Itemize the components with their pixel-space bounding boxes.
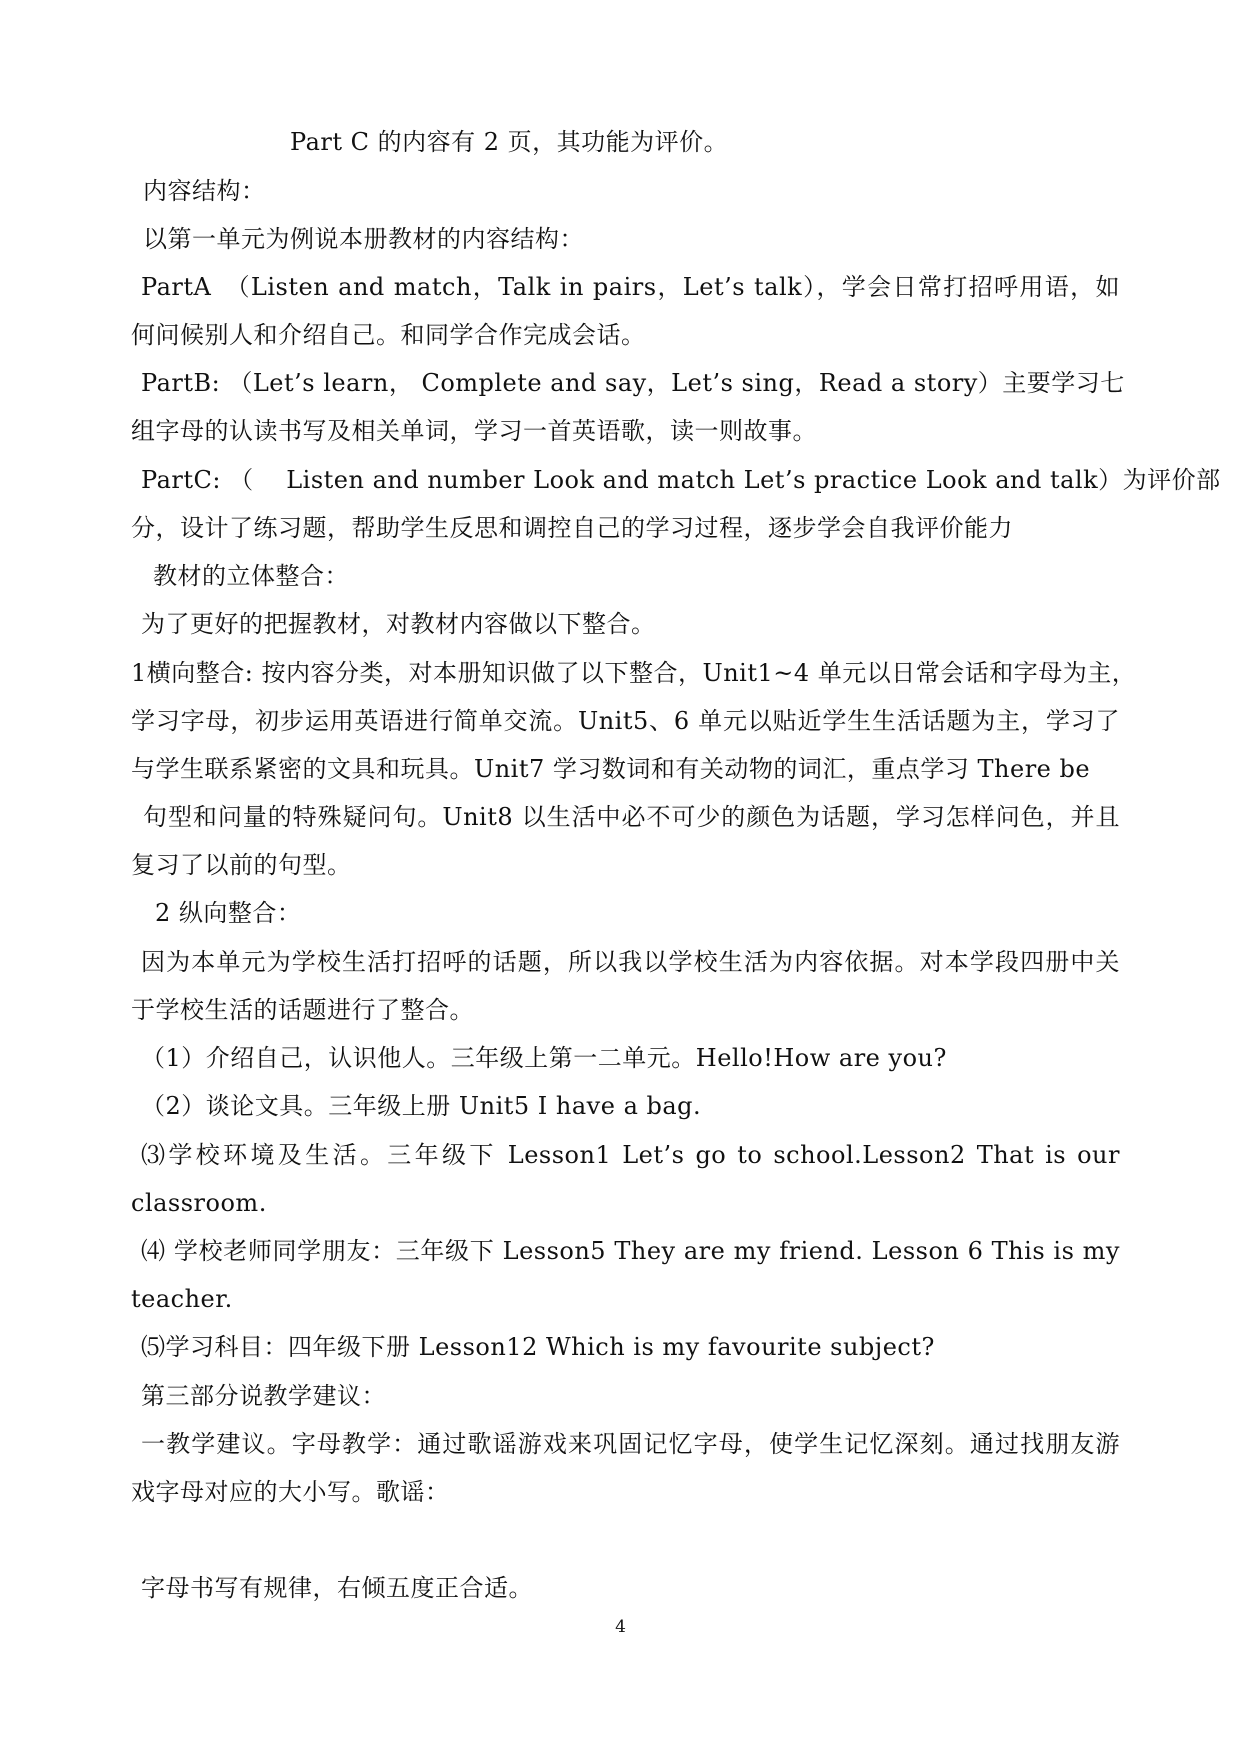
list-item: ⑷ 学校老师同学朋友：三年级下 Lesson5 They are my friend. Lesson 6 This is my [141, 1237, 1120, 1265]
text-line: 为了更好的把握教材，对教材内容做以下整合。 [141, 610, 656, 638]
text-line: 句型和问量的特殊疑问句。Unit8 以生活中必不可少的颜色为话题，学习怎样问色，并且 [143, 803, 1120, 831]
text-line: 戏字母对应的大小写。歌谣： [131, 1478, 450, 1506]
list-item: ⑸学习科目：四年级下册 Lesson12 Which is my favourite subject? [141, 1333, 935, 1361]
list-item: （2）谈论文具。三年级上册 Unit5 I have a bag. [141, 1092, 702, 1120]
section-heading: 2 纵向整合： [155, 899, 302, 927]
list-item: ⑶学校环境及生活。三年级下 Lesson1 Let’s go to school.Lesson2 That is our [141, 1141, 1120, 1169]
text-line: teacher. [131, 1285, 233, 1313]
text-line: 何问候别人和介绍自己。和同学合作完成会话。 [131, 321, 646, 349]
text-line: 以第一单元为例说本册教材的内容结构： [143, 225, 584, 253]
list-item: （1）介绍自己，认识他人。三年级上第一二单元。Hello!How are you? [141, 1044, 947, 1072]
text-line: Part C 的内容有 2 页，其功能为评价。 [290, 128, 729, 156]
text-line: 分，设计了练习题，帮助学生反思和调控自己的学习过程，逐步学会自我评价能力 [131, 514, 1013, 542]
text-line: PartB: （Let’s learn， Complete and say，Let’s sing，Read a story）主要学习七 [141, 369, 1125, 397]
text-line: 因为本单元为学校生活打招呼的话题，所以我以学校生活为内容依据。对本学段四册中关 [141, 948, 1120, 976]
text-line: 1横向整合: 按内容分类，对本册知识做了以下整合，Unit1~4 单元以日常会话和字母为主， [131, 659, 1137, 687]
text-line: 复习了以前的句型。 [131, 851, 352, 879]
text-line: 一教学建议。字母教学：通过歌谣游戏来巩固记忆字母，使学生记忆深刻。通过找朋友游 [141, 1430, 1120, 1458]
section-heading: 教材的立体整合： [153, 562, 349, 590]
section-heading: 第三部分说教学建议： [141, 1382, 386, 1410]
section-heading: 内容结构： [143, 177, 266, 205]
page-number: 4 [615, 1617, 626, 1637]
text-line: PartA （Listen and match，Talk in pairs，Let’s talk），学会日常打招呼用语，如 [141, 273, 1120, 301]
text-line: PartC: （ Listen and number Look and match Let’s practice Look and talk）为评价部 [141, 466, 1221, 494]
text-line: 于学校生活的话题进行了整合。 [131, 996, 474, 1024]
text-line: classroom. [131, 1189, 267, 1217]
text-line: 字母书写有规律，右倾五度正合适。 [141, 1574, 533, 1602]
text-line: 与学生联系紧密的文具和玩具。Unit7 学习数词和有关动物的词汇，重点学习 There be [131, 755, 1091, 783]
text-line: 组字母的认读书写及相关单词，学习一首英语歌，读一则故事。 [131, 417, 817, 445]
text-line: 学习字母，初步运用英语进行简单交流。Unit5、6 单元以贴近学生生活话题为主，学习了 [131, 707, 1120, 735]
